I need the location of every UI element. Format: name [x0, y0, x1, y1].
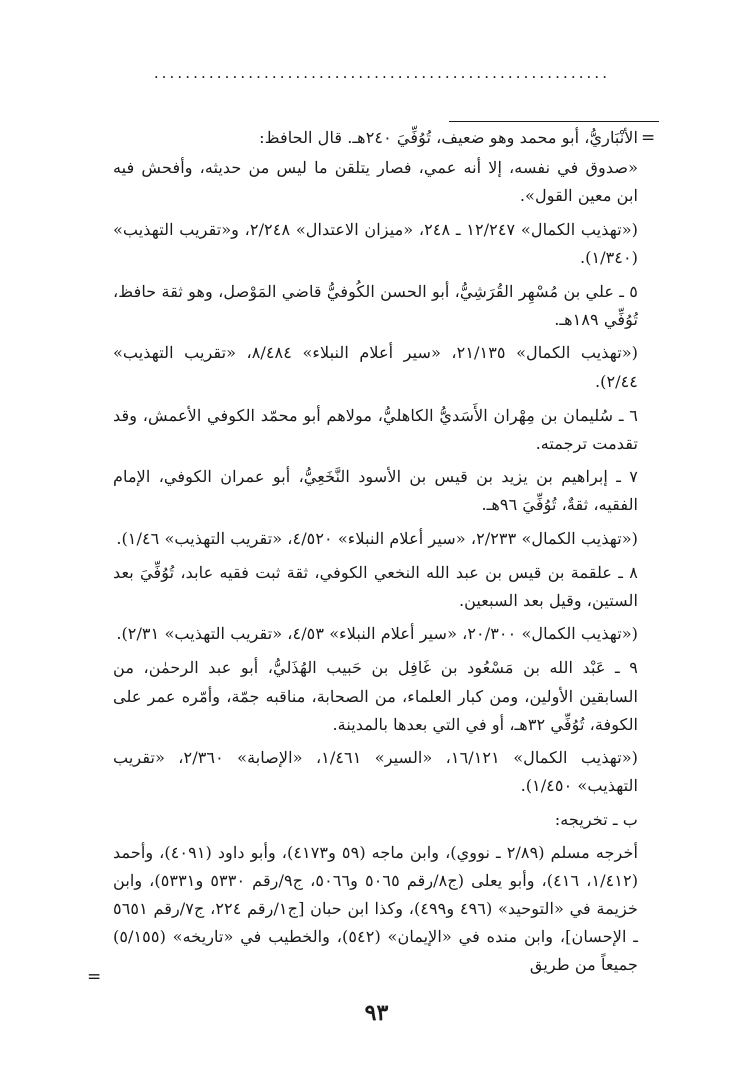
paragraph-quote: «صدوق في نفسه، إلا أنه عمي، فصار يتلقن ما ليس من حديثه، وأفحش فيه ابن معين القول».: [113, 158, 638, 206]
continuation-mark-bottom: =: [87, 967, 102, 987]
section-heading-takhrij: ب ـ تخريجه:: [554, 810, 638, 830]
footnote-separator-line: [449, 121, 659, 122]
paragraph-ref-5: («تهذيب الكمال» ٢١/١٣٥، «سير أعلام النبلاء» ٨/٤٨٤، «تقريب التهذيب» ٢/٤٤).: [113, 343, 638, 391]
paragraph-takhrij: أخرجه مسلم (٢/٨٩ ـ نووي)، وابن ماجه (٥٩ و٤١٧٣)، وأبو داود (٤٠٩١)، وأحمد (١/٤١٢، ٤١٦)، وأبو يعلى (ج٨/رقم ٥٠٦٥ و٥٠٦٦، ج٩/رقم ٥٣٣٠ و٥٣٣١)، وابن خزيمة في «التوحيد» (٤٩٦ و٤٩٩)، وكذا ابن حبان [ج١/رقم ٢٢٤، ج٧/رقم ٥٦٥١ ـ الإحسان]، وابن منده في «الإيمان» (٥٤٢)، والخطيب في «تاريخه» (٥/١٥٥) جميعاً من طريق: [113, 842, 639, 975]
paragraph-ref-7: («تهذيب الكمال» ٢/٢٣٣، «سير أعلام النبلاء» ٤/٥٢٠، «تقريب التهذيب» ١/٤٦).: [116, 528, 638, 548]
page-number: ٩٣: [364, 1000, 389, 1026]
paragraph-narrator-4-cont: الأنْبَاريُّ، أبو محمد وهو ضعيف، تُوُفِّيَ ٢٤٠هـ. قال الحافظ:: [259, 128, 638, 147]
paragraph-narrator-6: ٦ ـ سُليمان بن مِهْران الأَسَديُّ الكاهليُّ، مولاهم أبو محمّد الكوفي الأعمش، وقد تقدمت ترجمته.: [113, 405, 638, 454]
paragraph-narrator-9: ٩ ـ عَبْد الله بن مَسْعُود بن غَافِل بن حَبيب الهُذَليُّ، أبو عبد الرحمٰن، من السابقين الأولين، ومن كبار العلماء، من الصحابة، مناقبه جمّة، وأمّره عمر على الكوفة، تُوُفِّي ٣٢هـ، أو في التي بعدها بالمدينة.: [113, 658, 638, 734]
paragraph-narrator-7: ٧ ـ إبراهيم بن يزيد بن قيس بن الأسود النَّخَعِيُّ، أبو عمران الكوفي، الإمام الفقيه، ثقةٌ، تُوُفِّيَ ٩٦هـ.: [113, 467, 638, 515]
paragraph-narrator-8: ٨ ـ علقمة بن قيس بن عبد الله النخعي الكوفي، ثقة ثبت فقيه عابد، تُوُفِّيَ بعد الستين، وقيل بعد السبعين.: [113, 562, 638, 611]
paragraph-ref-8: («تهذيب الكمال» ٢٠/٣٠٠، «سير أعلام النبلاء» ٤/٥٣، «تقريب التهذيب» ٢/٣١).: [116, 624, 638, 644]
continuation-mark-top: =: [641, 128, 656, 148]
paragraph-ref-9: («تهذيب الكمال» ١٦/١٢١، «السير» ١/٤٦١، «الإصابة» ٢/٣٦٠، «تقريب التهذيب» ١/٤٥٠).: [113, 748, 638, 796]
separator-dots: ..........................................................: [153, 66, 611, 80]
paragraph-narrator-5: ٥ ـ علي بن مُسْهِر القُرَشِيُّ، أبو الحسن الكُوفيُّ قاضي المَوْصل، وهو ثقة حافظ، تُوُفِّي ١٨٩هـ.: [113, 282, 638, 330]
paragraph-ref-4: («تهذيب الكمال» ١٢/٢٤٧ ـ ٢٤٨، «ميزان الاعتدال» ٢/٢٤٨، و«تقريب التهذيب» (١/٣٤٠).: [113, 219, 638, 267]
footnote-text-block: [113, 124, 638, 985]
